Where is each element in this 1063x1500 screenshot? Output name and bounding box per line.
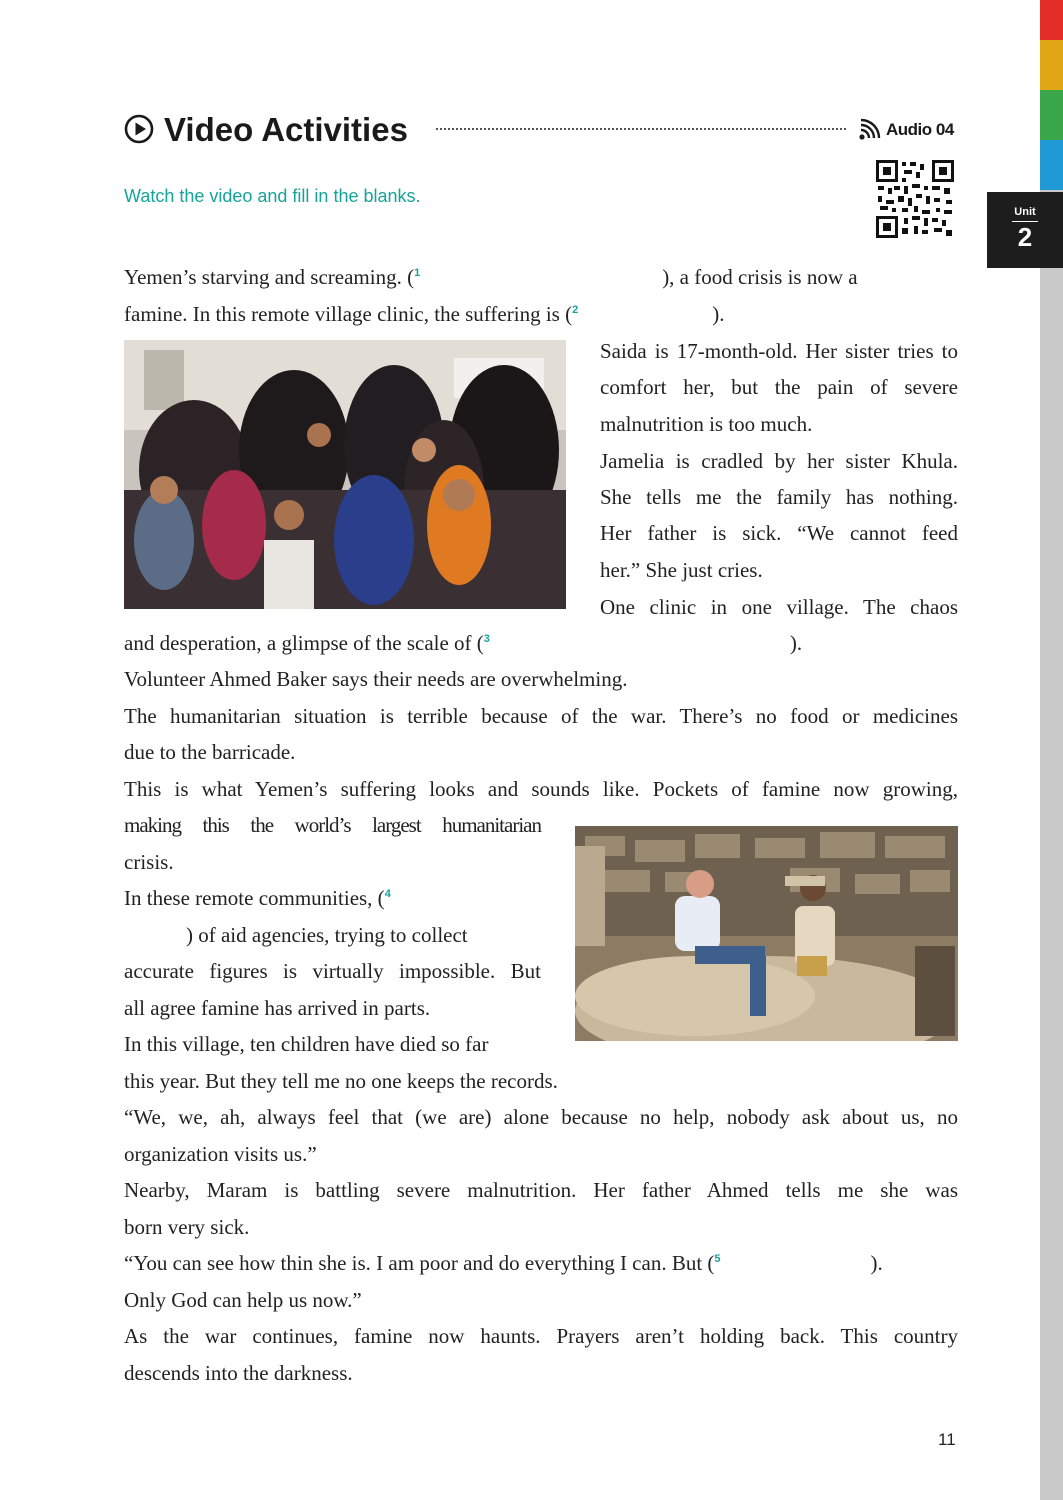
text-line: all agree famine has arrived in parts. [124, 996, 431, 1020]
clinic-crowd-photo [124, 340, 566, 609]
text-line: comfort her, but the pain of severe [600, 375, 958, 399]
text-line: her.” She just cries. [600, 558, 763, 582]
text-segment: ). [870, 1251, 883, 1275]
audio-track-label: Audio 04 [886, 120, 954, 139]
text-line: malnutrition is too much. [600, 412, 813, 436]
text-line: Saida is 17-month-old. Her sister tries to [600, 339, 958, 363]
blank-number-5: 5 [714, 1253, 721, 1265]
dotted-divider [436, 128, 846, 130]
text-line: This is what Yemen’s suffering looks and sounds like. Pockets of famine now growing, [124, 777, 958, 801]
blank-number-4: 4 [384, 888, 391, 900]
text-line: Jamelia is cradled by her sister Khula. [600, 449, 958, 473]
text-line [124, 263, 958, 291]
text-line: crisis. [124, 850, 174, 874]
edge-strip-gray [1040, 190, 1063, 1500]
text-line: She tells me the family has nothing. [600, 485, 958, 509]
text-line: Her father is sick. “We cannot feed [600, 521, 958, 545]
text-line [124, 921, 541, 949]
reporter-interview-photo [575, 826, 958, 1041]
text-segment: ). [789, 631, 803, 655]
text-line: making this the world’s largest humanitarian [124, 813, 541, 837]
audio-waves-icon[interactable] [857, 116, 883, 142]
text-line: In this village, ten children have died so far [124, 1032, 489, 1056]
qr-code[interactable] [876, 160, 954, 238]
edge-strip-red [1040, 0, 1063, 40]
text-segment: “You can see how thin she is. I am poor and do everything I can. But ( [124, 1251, 715, 1275]
text-line: Nearby, Maram is battling severe malnutrition. Her father Ahmed tells me she was [124, 1178, 958, 1202]
text-segment: ) of aid agencies, trying to collect [186, 923, 468, 947]
edge-strip-blue [1040, 140, 1063, 190]
edge-strip-green [1040, 90, 1063, 140]
play-circle-icon[interactable] [124, 114, 154, 144]
text-segment: famine. In this remote village clinic, the suffering is ( [124, 302, 573, 326]
text-line [124, 629, 958, 657]
edge-strip-yellow [1040, 40, 1063, 90]
text-line: Only God can help us now.” [124, 1288, 362, 1312]
blank-number-2: 2 [572, 304, 579, 316]
text-line: One clinic in one village. The chaos [600, 595, 958, 619]
text-line: born very sick. [124, 1215, 250, 1239]
text-segment: and desperation, a glimpse of the scale of ( [124, 631, 484, 655]
text-line: descends into the darkness. [124, 1361, 353, 1385]
text-segment: Yemen’s starving and screaming. ( [124, 265, 415, 289]
text-line: due to the barricade. [124, 740, 296, 764]
unit-number: 2 [1017, 222, 1033, 252]
section-title: Video Activities [164, 111, 408, 148]
text-line [124, 884, 541, 912]
blank-number-3: 3 [483, 633, 490, 645]
text-segment: In these remote communities, ( [124, 886, 385, 910]
text-line: The humanitarian situation is terrible because of the war. There’s no food or medicines [124, 704, 958, 728]
text-line: Volunteer Ahmed Baker says their needs are overwhelming. [124, 667, 628, 691]
text-line [124, 300, 958, 328]
text-line: this year. But they tell me no one keeps the records. [124, 1069, 558, 1093]
text-line [124, 1249, 958, 1277]
text-line: organization visits us.” [124, 1142, 317, 1166]
instruction-text: Watch the video and fill in the blanks. [124, 186, 421, 206]
text-line: accurate figures is virtually impossible. But [124, 959, 541, 983]
page-number: 11 [938, 1430, 956, 1449]
blank-number-1: 1 [414, 267, 421, 279]
text-segment: ). [712, 302, 725, 326]
unit-tab [987, 192, 1063, 268]
section-header [124, 108, 959, 152]
unit-label: Unit [1014, 206, 1036, 218]
text-segment: ), a food crisis is now a [662, 265, 858, 289]
text-line: “We, we, ah, always feel that (we are) alone because no help, nobody ask about us, no [124, 1105, 958, 1129]
text-line: As the war continues, famine now haunts. Prayers aren’t holding back. This country [124, 1324, 958, 1348]
